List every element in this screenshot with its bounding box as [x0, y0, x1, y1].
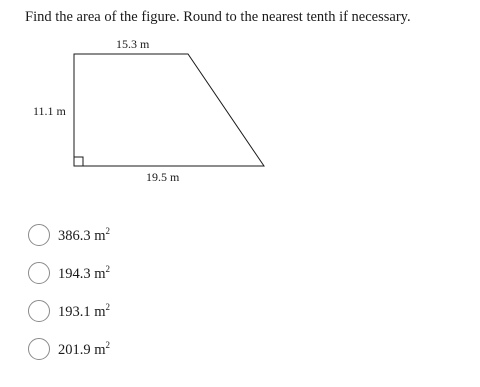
- answer-value: 193.1: [58, 303, 91, 320]
- answer-unit: m: [94, 265, 106, 282]
- right-angle-marker: [74, 157, 83, 166]
- answer-exponent: 2: [105, 263, 111, 274]
- answer-exponent: 2: [105, 225, 111, 236]
- radio-button[interactable]: [28, 300, 50, 322]
- bottom-base-label: 19.5 m: [146, 170, 180, 184]
- answer-label: [58, 302, 110, 321]
- answer-value: 201.9: [58, 341, 91, 358]
- answer-unit: m: [94, 303, 106, 320]
- answer-label: [58, 226, 110, 245]
- answer-exponent: 2: [105, 339, 111, 350]
- answer-label: [58, 340, 110, 359]
- answer-exponent: 2: [105, 301, 111, 312]
- radio-button[interactable]: [28, 224, 50, 246]
- radio-button[interactable]: [28, 338, 50, 360]
- top-base-label: 15.3 m: [116, 37, 150, 51]
- answer-label: [58, 264, 110, 283]
- answer-choice-1[interactable]: [28, 222, 110, 248]
- question-text: Find the area of the figure. Round to the nearest tenth if necessary.: [25, 9, 411, 25]
- answer-choice-2[interactable]: [28, 260, 110, 286]
- answer-choice-3[interactable]: [28, 298, 110, 324]
- trapezoid-shape: [74, 54, 264, 166]
- answer-choice-4[interactable]: [28, 336, 110, 362]
- answer-unit: m: [94, 341, 106, 358]
- answer-value: 386.3: [58, 227, 91, 244]
- height-label: 11.1 m: [33, 104, 66, 118]
- radio-button[interactable]: [28, 262, 50, 284]
- answer-value: 194.3: [58, 265, 91, 282]
- answer-unit: m: [94, 227, 106, 244]
